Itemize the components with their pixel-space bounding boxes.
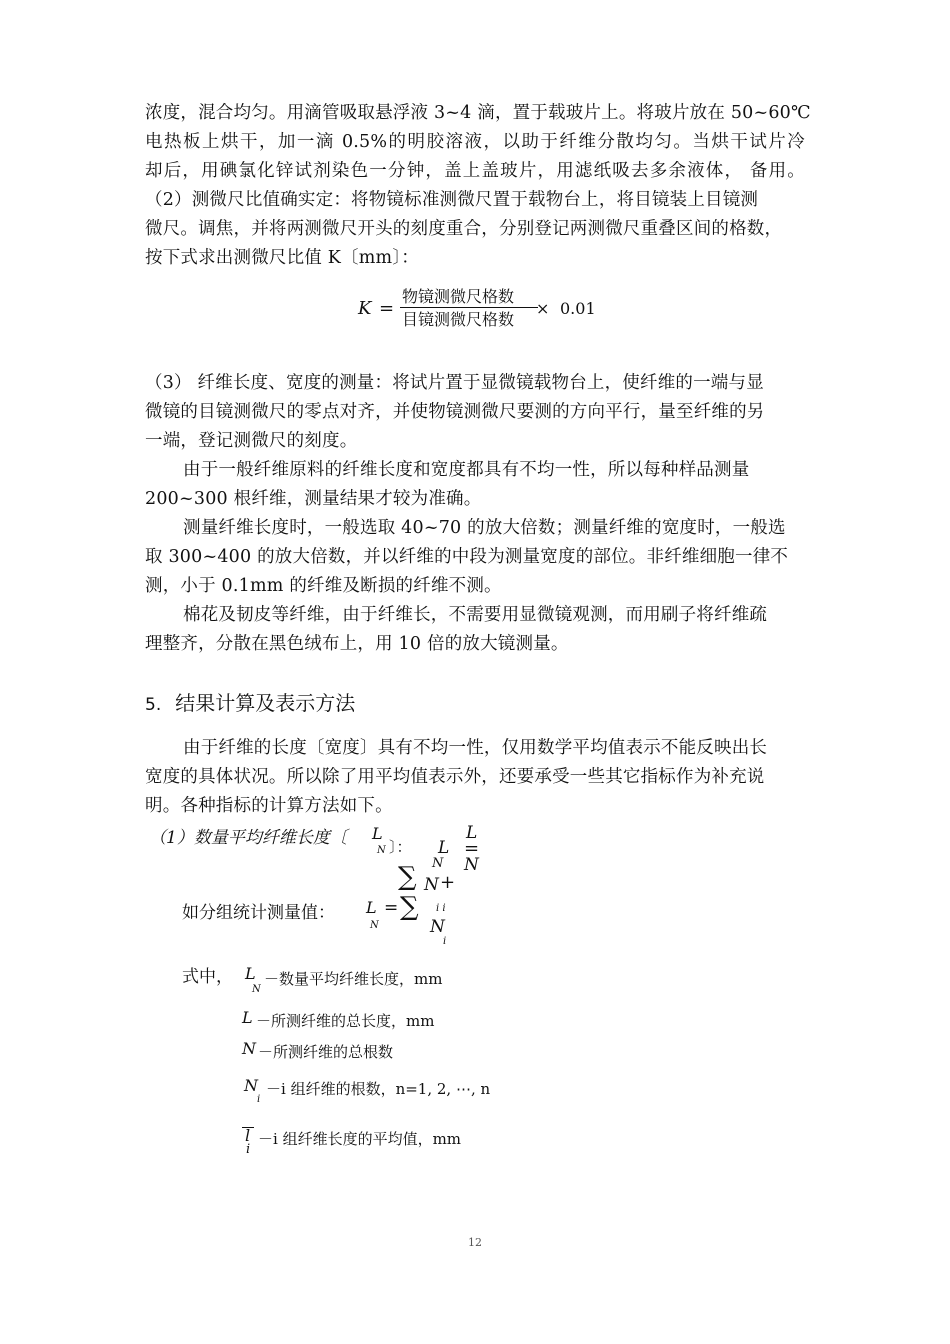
text-line: 宽度的具体状况。所以除了用平均值表示外，还要承受一些其它指标作为补充说: [145, 767, 765, 787]
grouped-term: N: [424, 875, 439, 895]
formula-k-times: ×: [536, 299, 550, 318]
sigma-symbol: ∑: [398, 862, 417, 892]
text-line: 200~300 根纤维，测量结果才较为准确。: [145, 489, 482, 509]
formula-k-factor: 0.01: [560, 299, 596, 318]
text-line: 取 300~400 的放大倍数，并以纤维的中段为测量宽度的部位。非纤维细胞一律不: [145, 547, 789, 567]
page-number: 12: [468, 1236, 482, 1249]
grouped-lhs-sub: N: [370, 920, 379, 931]
text-line: 却后，用碘氯化锌试剂染色一分钟，盖上盖玻片，用滤纸吸去多余液体， 备用。: [145, 161, 805, 181]
item1-symbol-sub: N: [377, 845, 386, 856]
grouped-sub-ii: i i: [436, 903, 446, 914]
formula-k-numerator: 物镜测微尺格数: [402, 287, 515, 306]
definition-symbol: L: [245, 964, 256, 983]
text-line: 测量纤维长度时，一般选取 40~70 的放大倍数；测量纤维的宽度时，一般选: [183, 518, 786, 538]
grouped-label: 如分组统计测量值：: [182, 903, 335, 923]
item1-formula-lhs: L: [438, 838, 450, 858]
grouped-lhs: L: [366, 898, 377, 917]
definition-text: －所测纤维的总根数: [258, 1043, 394, 1061]
definition-symbol: l: [245, 1126, 251, 1145]
definition-symbol-sub: N: [252, 984, 261, 995]
item1-formula-numerator: L: [466, 823, 478, 843]
text-line: 微镜的目镜测微尺的零点对齐，并使物镜测微尺要测的方向平行，量至纤维的另: [145, 402, 765, 422]
item1-formula-equals: =: [464, 838, 480, 859]
text-line: 一端，登记测微尺的刻度。: [145, 431, 358, 451]
text-line: 棉花及韧皮等纤维，由于纤维长，不需要用显微镜观测，而用刷子将纤维疏: [183, 605, 768, 625]
grouped-denominator-sub: i: [443, 936, 447, 947]
definition-symbol-sub: i: [246, 1142, 251, 1157]
text-line: （3） 纤维长度、宽度的测量：将试片置于显微镜载物台上，使纤维的一端与显: [145, 373, 764, 393]
definition-symbol: L: [242, 1008, 253, 1027]
definition-text: －所测纤维的总长度，mm: [256, 1012, 435, 1030]
section-number: 5.: [145, 695, 162, 715]
text-line: 由于一般纤维原料的纤维长度和宽度都具有不均一性，所以每种样品测量: [183, 460, 750, 480]
item1-formula-denominator: N: [464, 855, 479, 875]
grouped-equals: =: [384, 898, 399, 918]
text-line: 电热板上烘干，加一滴 0.5%的明胶溶液，以助于纤维分散均匀。当烘干试片冷: [145, 132, 805, 152]
formula-k-equals: =: [379, 298, 395, 319]
text-line: （2）测微尺比值确实定：将物镜标准测微尺置于载物台上，将目镜装上目镜测: [145, 190, 759, 210]
text-line: 由于纤维的长度〔宽度〕具有不均一性，仅用数学平均值表示不能反映出长: [183, 738, 768, 758]
item1-symbol: L: [372, 824, 383, 843]
formula-k-denominator: 目镜测微尺格数: [402, 310, 515, 329]
item1-close: 〕：: [389, 838, 412, 856]
definition-text: －数量平均纤维长度，mm: [264, 970, 443, 988]
definition-text: －i 组纤维的根数，n=1, 2, ⋯, n: [266, 1080, 491, 1098]
grouped-plus: +: [440, 872, 456, 893]
section-title: 结果计算及表示方法: [175, 691, 356, 715]
text-line: 微尺。调焦，并将两测微尺开头的刻度重合，分别登记两测微尺重叠区间的格数，: [145, 219, 783, 239]
item1-label: （1）数量平均纤维长度〔: [149, 828, 347, 848]
item1-formula-lhs-sub: N: [432, 856, 444, 871]
sigma-symbol: ∑: [400, 892, 419, 922]
definition-symbol-sub: i: [257, 1094, 261, 1105]
grouped-denominator: N: [430, 917, 445, 937]
text-line: 测，小于 0.1mm 的纤维及断损的纤维不测。: [145, 576, 502, 596]
text-line: 按下式求出测微尺比值 K〔mm〕：: [145, 248, 419, 268]
text-line: 明。各种指标的计算方法如下。: [145, 796, 393, 816]
definition-symbol: N: [242, 1039, 256, 1058]
text-line: 理整齐，分散在黑色绒布上，用 10 倍的放大镜测量。: [145, 634, 569, 654]
definition-text: －i 组纤维长度的平均值，mm: [258, 1130, 462, 1148]
text-line: 浓度，混合均匀。用滴管吸取悬浮液 3~4 滴，置于载玻片上。将玻片放在 50~60℃: [145, 103, 811, 123]
definition-symbol: N: [244, 1076, 258, 1095]
definitions-intro: 式中，: [182, 967, 233, 987]
section-heading: [145, 688, 355, 720]
formula-k-lhs: K: [358, 298, 372, 319]
